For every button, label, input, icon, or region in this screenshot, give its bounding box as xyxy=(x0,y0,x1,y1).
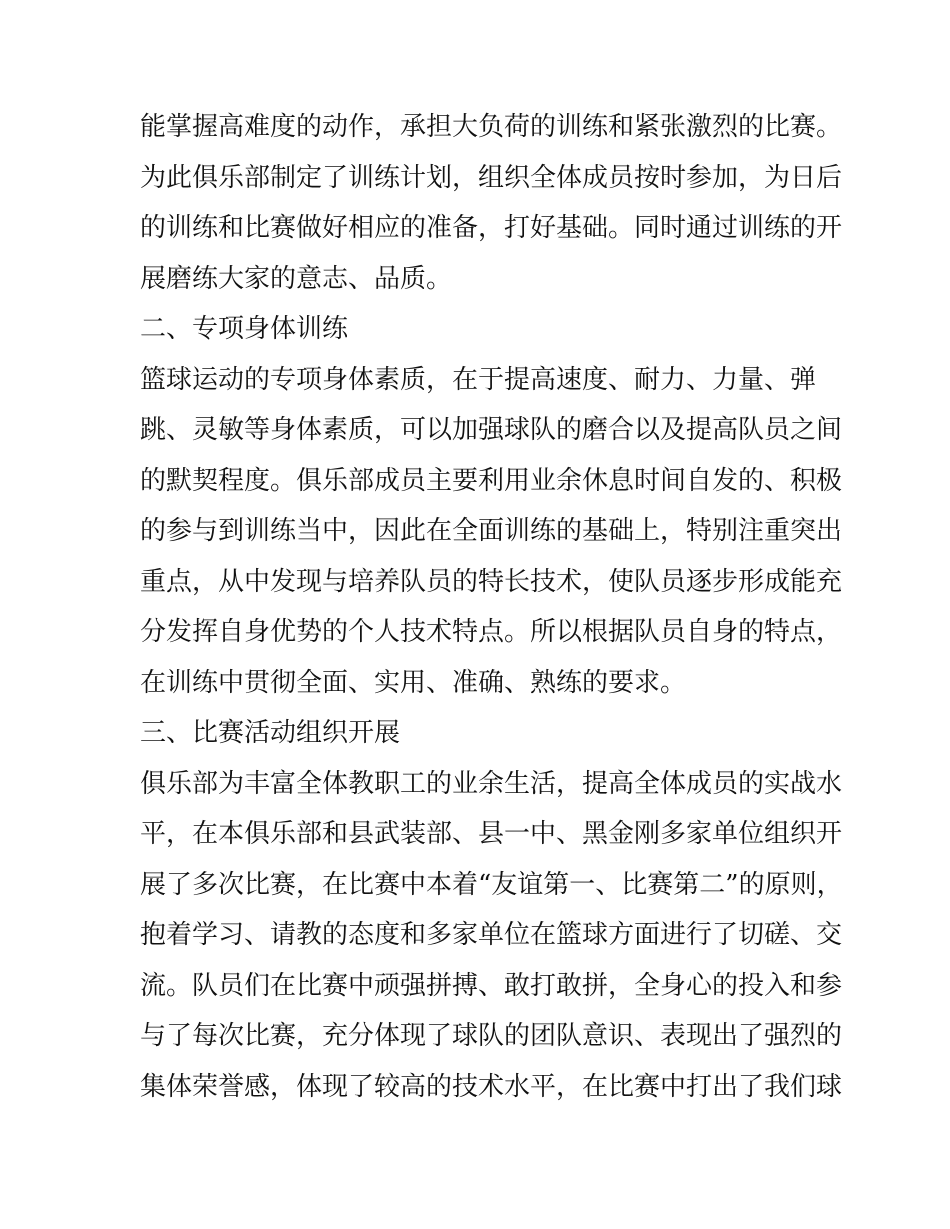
body-line: 分发挥自身优势的个人技术特点。所以根据队员自身的特点， xyxy=(140,617,843,647)
body-line: 展磨练大家的意志、品质。 xyxy=(140,263,453,294)
body-line: 的训练和比赛做好相应的准备，打好基础。同时通过训练的开 xyxy=(140,213,843,243)
document-body xyxy=(140,102,843,1112)
body-line: 抱着学习、请教的态度和多家单位在篮球方面进行了切磋、交 xyxy=(140,920,843,950)
body-line: 在训练中贯彻全面、实用、准确、熟练的要求。 xyxy=(140,667,687,698)
body-line: 跳、灵敏等身体素质，可以加强球队的磨合以及提高队员之间 xyxy=(140,415,843,445)
body-line: 集体荣誉感，体现了较高的技术水平，在比赛中打出了我们球 xyxy=(140,1071,843,1102)
body-line: 篮球运动的专项身体素质，在于提高速度、耐力、力量、弹 xyxy=(140,364,817,395)
body-line: 展了多次比赛，在比赛中本着“友谊第一、比赛第二”的原则， xyxy=(140,869,843,900)
body-line: 的默契程度。俱乐部成员主要利用业余休息时间自发的、积极 xyxy=(140,465,843,496)
section-heading-3: 三、比赛活动组织开展 xyxy=(140,718,401,748)
body-line: 能掌握高难度的动作，承担大负荷的训练和紧张激烈的比赛。 xyxy=(140,112,843,142)
body-line: 重点，从中发现与培养队员的特长技术，使队员逐步形成能充 xyxy=(140,566,843,597)
body-line: 的参与到训练当中，因此在全面训练的基础上，特别注重突出 xyxy=(140,516,843,546)
section-heading-2: 二、专项身体训练 xyxy=(140,314,349,344)
body-line: 平，在本俱乐部和县武装部、县一中、黑金刚多家单位组织开 xyxy=(140,819,843,849)
body-line: 为此俱乐部制定了训练计划，组织全体成员按时参加，为日后 xyxy=(140,162,843,193)
body-line: 流。队员们在比赛中顽强拼搏、敢打敢拼，全身心的投入和参 xyxy=(140,970,843,1001)
body-line: 与了每次比赛，充分体现了球队的团队意识、表现出了强烈的 xyxy=(140,1021,843,1051)
body-line: 俱乐部为丰富全体教职工的业余生活，提高全体成员的实战水 xyxy=(140,768,843,799)
